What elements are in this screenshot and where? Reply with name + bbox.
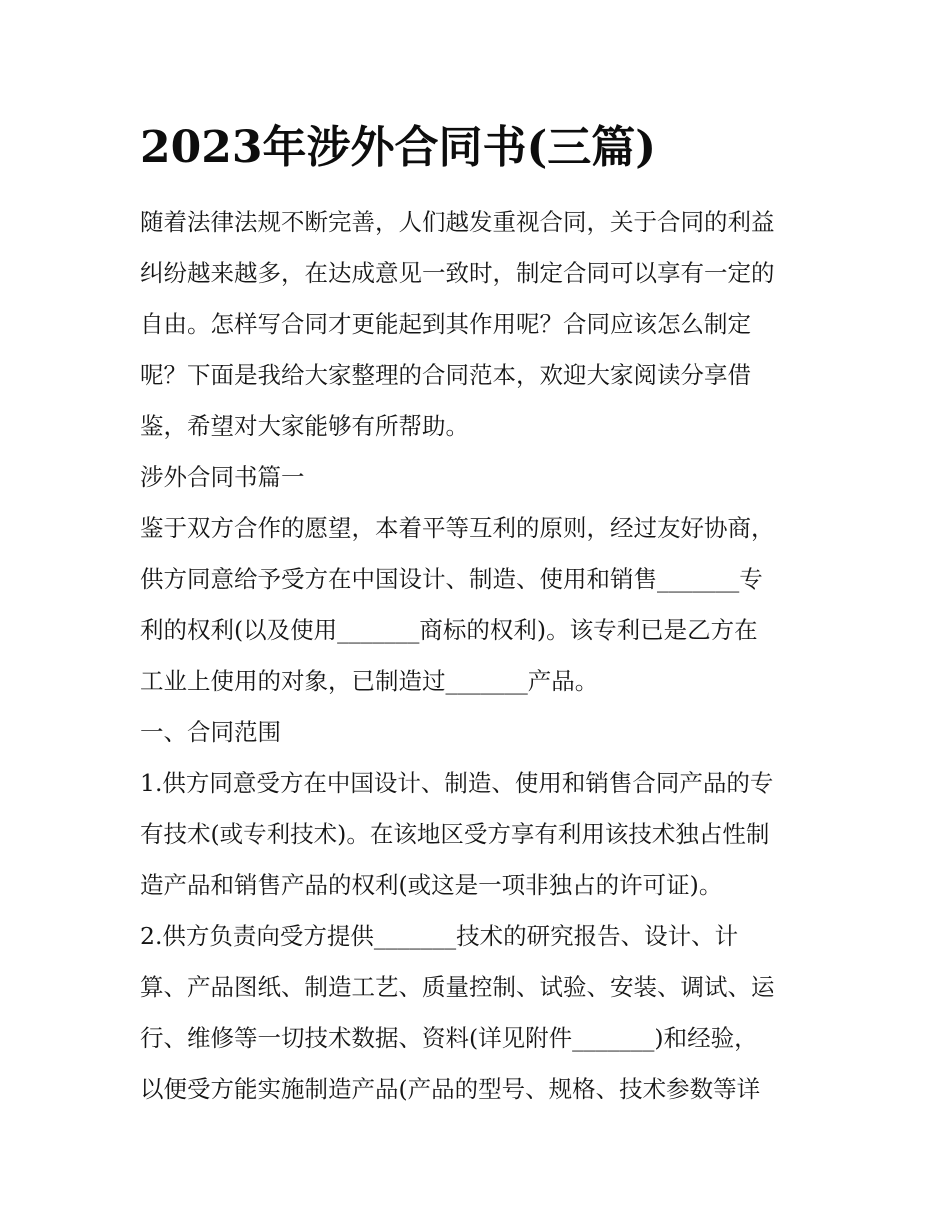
document-title: 2023年涉外合同书(三篇) <box>140 122 657 173</box>
paragraph-line: 造产品和销售产品的权利(或这是一项非独占的许可证)。 <box>140 871 723 899</box>
paragraph-line: 算、产品图纸、制造工艺、质量控制、试验、安装、调试、运 <box>140 973 775 1001</box>
paragraph-line: 1.供方同意受方在中国设计、制造、使用和销售合同产品的专 <box>140 769 774 797</box>
paragraph-line: 以便受方能实施制造产品(产品的型号、规格、技术参数等详 <box>140 1075 761 1103</box>
paragraph-line: 随着法律法规不断完善，人们越发重视合同，关于合同的利益 <box>140 208 775 236</box>
paragraph-line: 利的权利(以及使用_______商标的权利)。该专利已是乙方在 <box>140 616 758 644</box>
paragraph-line: 行、维修等一切技术数据、资料(详见附件_______)和经验， <box>140 1024 758 1052</box>
paragraph-line: 纠纷越来越多，在达成意见一致时，制定合同可以享有一定的 <box>140 259 775 287</box>
paragraph-line: 鉴于双方合作的愿望，本着平等互利的原则，经过友好协商， <box>140 514 775 542</box>
paragraph-line: 呢？下面是我给大家整理的合同范本，欢迎大家阅读分享借 <box>140 361 751 389</box>
paragraph-line: 供方同意给予受方在中国设计、制造、使用和销售_______专 <box>140 565 763 593</box>
paragraph-line: 有技术(或专利技术)。在该地区受方享有利用该技术独占性制 <box>140 820 770 848</box>
section-heading: 一、合同范围 <box>140 718 281 746</box>
paragraph-line: 工业上使用的对象，已制造过_______产品。 <box>140 667 599 695</box>
paragraph-line: 自由。怎样写合同才更能起到其作用呢？合同应该怎么制定 <box>140 310 751 338</box>
section-heading: 涉外合同书篇一 <box>140 463 305 491</box>
paragraph-line: 2.供方负责向受方提供_______技术的研究报告、设计、计 <box>140 922 739 950</box>
paragraph-line: 鉴，希望对大家能够有所帮助。 <box>140 412 469 440</box>
